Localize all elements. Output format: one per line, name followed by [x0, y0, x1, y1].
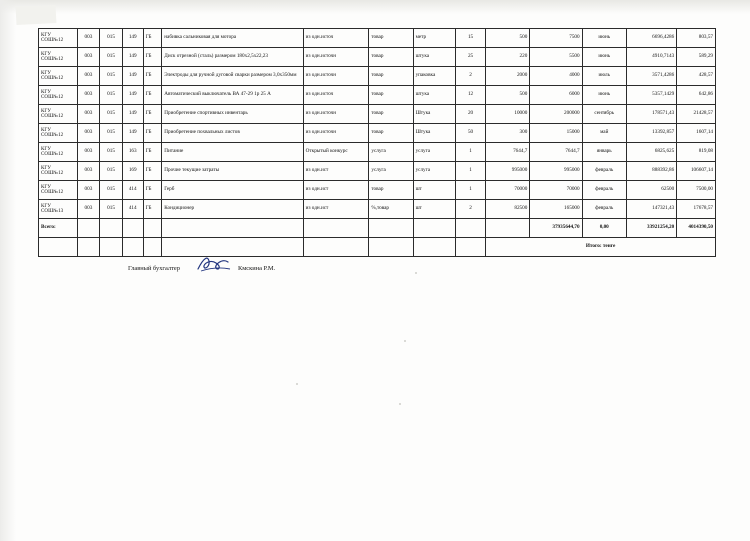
- cell-empty: [303, 238, 369, 257]
- code-line-2: СОШ№12: [41, 189, 64, 195]
- cell-specific: 149: [122, 86, 143, 105]
- cell-empty: [455, 238, 485, 257]
- cell-empty: [143, 238, 162, 257]
- cell-gb: ГБ: [143, 143, 162, 162]
- scan-speck: [296, 383, 298, 385]
- cell-qty: 1: [455, 162, 485, 181]
- cell-sum: 200000: [530, 105, 582, 124]
- cell-empty: [455, 219, 485, 238]
- cell-type2: Штука: [413, 105, 455, 124]
- cell-type1: товар: [369, 181, 413, 200]
- table-grandtotal-row: [39, 238, 716, 257]
- code-line-1: КГУ: [41, 50, 51, 57]
- table-row: [39, 143, 716, 162]
- cell-value1: 6825,625: [626, 143, 676, 162]
- cell-empty: [100, 238, 123, 257]
- cell-value1: 3571,4286: [626, 67, 676, 86]
- cell-gb: ГБ: [143, 48, 162, 67]
- cell-value2: 819,08: [677, 143, 716, 162]
- cell-value2: 106607,14: [677, 162, 716, 181]
- cell-value2: 589,29: [677, 48, 716, 67]
- cell-price: 300: [486, 124, 530, 143]
- cell-price: 10000: [486, 105, 530, 124]
- code-line-1: КГУ: [41, 69, 51, 76]
- table-row: [39, 181, 716, 200]
- cell-type1: товар: [369, 29, 413, 48]
- cell-qty: 20: [455, 105, 485, 124]
- cell-month: январь: [582, 143, 626, 162]
- table-row: [39, 86, 716, 105]
- cell-program: 003: [77, 200, 100, 219]
- cell-type1: товар: [369, 48, 413, 67]
- cell-code: [39, 162, 78, 181]
- cell-code: [39, 29, 78, 48]
- cell-total-value1: 33921254,20: [626, 219, 676, 238]
- cell-specific: 414: [122, 181, 143, 200]
- scan-shadow-top: [0, 0, 750, 14]
- cell-value2: 17678,57: [677, 200, 716, 219]
- cell-sum: 165000: [530, 200, 582, 219]
- table-row: [39, 162, 716, 181]
- cell-subprogram: 015: [100, 86, 123, 105]
- code-line-1: КГУ: [41, 145, 51, 152]
- code-line-2: СОШ№12: [41, 113, 64, 119]
- cell-code: [39, 124, 78, 143]
- cell-month: февраль: [582, 200, 626, 219]
- cell-gb: ГБ: [143, 105, 162, 124]
- code-line-2: СОШ№12: [41, 75, 64, 81]
- cell-name: Автоматический выключатель ВА 47-29 1р 25 А: [162, 86, 303, 105]
- table-row: [39, 29, 716, 48]
- code-line-1: КГУ: [41, 31, 51, 38]
- code-line-2: СОШ№12: [41, 170, 64, 176]
- cell-price: 500: [486, 86, 530, 105]
- cell-subprogram: 015: [100, 181, 123, 200]
- cell-code: [39, 143, 78, 162]
- signature-name: Кмскина Р.М.: [238, 265, 276, 272]
- cell-total-value2: 4014390,50: [677, 219, 716, 238]
- scan-corner-fold: [16, 5, 57, 25]
- cell-empty: [413, 238, 455, 257]
- cell-type2: штука: [413, 48, 455, 67]
- cell-program: 003: [77, 105, 100, 124]
- cell-total-month: 0,00: [582, 219, 626, 238]
- cell-subprogram: 015: [100, 200, 123, 219]
- cell-specific: 414: [122, 200, 143, 219]
- cell-gb: ГБ: [143, 86, 162, 105]
- cell-procedure: из одн.источ: [303, 29, 369, 48]
- table-total-row: [39, 219, 716, 238]
- cell-name: Приобретение похвальных листов: [162, 124, 303, 143]
- cell-code: [39, 86, 78, 105]
- code-line-2: СОШ№12: [41, 56, 64, 62]
- table-row: [39, 67, 716, 86]
- cell-program: 003: [77, 48, 100, 67]
- cell-program: 003: [77, 86, 100, 105]
- cell-gb: ГБ: [143, 124, 162, 143]
- cell-sum: 15000: [530, 124, 582, 143]
- cell-name: Герб: [162, 181, 303, 200]
- cell-code: [39, 67, 78, 86]
- cell-grandtotal-label: Итого: тенге: [486, 238, 716, 257]
- cell-empty: [413, 219, 455, 238]
- cell-code: [39, 105, 78, 124]
- cell-month: май: [582, 124, 626, 143]
- code-line-1: КГУ: [41, 107, 51, 114]
- cell-procedure: из одн.ист: [303, 200, 369, 219]
- cell-type1: услуга: [369, 162, 413, 181]
- cell-total-label: Всего:: [39, 219, 78, 238]
- cell-price: 995000: [486, 162, 530, 181]
- cell-value2: 642,86: [677, 86, 716, 105]
- cell-sum: 7500: [530, 29, 582, 48]
- cell-value1: 5357,1429: [626, 86, 676, 105]
- cell-subprogram: 015: [100, 143, 123, 162]
- cell-empty: [369, 219, 413, 238]
- cell-procedure: из одн.ист: [303, 162, 369, 181]
- cell-name: Кондиционер: [162, 200, 303, 219]
- cell-month: февраль: [582, 181, 626, 200]
- cell-empty: [77, 238, 100, 257]
- cell-sum: 6000: [530, 86, 582, 105]
- cell-procedure: из одн.источн: [303, 67, 369, 86]
- code-line-2: СОШ№12: [41, 151, 64, 157]
- cell-empty: [77, 219, 100, 238]
- code-line-2: СОШ№12: [41, 132, 64, 138]
- cell-program: 003: [77, 143, 100, 162]
- cell-name: Питание: [162, 143, 303, 162]
- cell-value2: 7500,00: [677, 181, 716, 200]
- cell-month: июль: [582, 67, 626, 86]
- scan-speck: [415, 272, 417, 274]
- cell-empty: [162, 219, 303, 238]
- cell-program: 003: [77, 181, 100, 200]
- cell-value2: 803,57: [677, 29, 716, 48]
- cell-subprogram: 015: [100, 105, 123, 124]
- cell-type1: товар: [369, 67, 413, 86]
- cell-name: Диск отрезной (сталь) размером 180х2,5х22,23: [162, 48, 303, 67]
- cell-type1: товар: [369, 105, 413, 124]
- cell-specific: 149: [122, 29, 143, 48]
- procurement-plan-table: [38, 28, 716, 257]
- cell-specific: 169: [122, 162, 143, 181]
- cell-price: 2000: [486, 67, 530, 86]
- scan-shadow-left: [0, 0, 16, 541]
- cell-subprogram: 015: [100, 67, 123, 86]
- cell-procedure: из одн.источн: [303, 48, 369, 67]
- cell-qty: 1: [455, 143, 485, 162]
- cell-qty: 2: [455, 200, 485, 219]
- cell-type2: услуга: [413, 143, 455, 162]
- cell-empty: [369, 238, 413, 257]
- cell-total-sum: 37935644,70: [530, 219, 582, 238]
- cell-empty: [122, 238, 143, 257]
- code-line-2: СОШ№12: [41, 37, 64, 43]
- cell-sum: 5500: [530, 48, 582, 67]
- cell-program: 003: [77, 162, 100, 181]
- cell-month: июнь: [582, 86, 626, 105]
- cell-empty: [122, 219, 143, 238]
- cell-name: Электроды для ручной дуговой сварки размером 3,0х350мм: [162, 67, 303, 86]
- cell-name: набивка сальниковая для мотора: [162, 29, 303, 48]
- cell-specific: 149: [122, 105, 143, 124]
- cell-subprogram: 015: [100, 124, 123, 143]
- cell-type1: товар: [369, 124, 413, 143]
- cell-empty: [162, 238, 303, 257]
- cell-subprogram: 015: [100, 48, 123, 67]
- cell-type2: шт: [413, 200, 455, 219]
- cell-specific: 163: [122, 143, 143, 162]
- cell-value2: 428,57: [677, 67, 716, 86]
- cell-sum: 4000: [530, 67, 582, 86]
- cell-month: февраль: [582, 162, 626, 181]
- scan-speck: [399, 403, 401, 405]
- cell-value2: 1607,14: [677, 124, 716, 143]
- table-row: [39, 200, 716, 219]
- cell-price: 70000: [486, 181, 530, 200]
- code-line-1: КГУ: [41, 183, 51, 190]
- cell-procedure: из одн.источ: [303, 86, 369, 105]
- cell-empty: [39, 238, 78, 257]
- cell-code: [39, 48, 78, 67]
- code-line-1: КГУ: [41, 202, 51, 209]
- signature-mark-icon: [196, 255, 242, 273]
- cell-empty: [486, 219, 530, 238]
- cell-value1: 4910,7143: [626, 48, 676, 67]
- cell-program: 003: [77, 67, 100, 86]
- cell-qty: 15: [455, 29, 485, 48]
- cell-code: [39, 200, 78, 219]
- cell-procedure: из одн.ист: [303, 181, 369, 200]
- cell-specific: 149: [122, 67, 143, 86]
- cell-type2: метр: [413, 29, 455, 48]
- code-line-2: СОШ№12: [41, 94, 64, 100]
- cell-gb: ГБ: [143, 67, 162, 86]
- cell-sum: 995000: [530, 162, 582, 181]
- cell-gb: ГБ: [143, 29, 162, 48]
- cell-subprogram: 015: [100, 29, 123, 48]
- cell-sum: 7644,7: [530, 143, 582, 162]
- cell-empty: [303, 219, 369, 238]
- cell-value1: 62500: [626, 181, 676, 200]
- cell-subprogram: 015: [100, 162, 123, 181]
- cell-gb: ГБ: [143, 181, 162, 200]
- cell-procedure: Открытый конкурс: [303, 143, 369, 162]
- cell-type2: Штука: [413, 124, 455, 143]
- cell-name: Прочие текущие затраты: [162, 162, 303, 181]
- cell-specific: 149: [122, 48, 143, 67]
- table-row: [39, 48, 716, 67]
- cell-value1: 178571,43: [626, 105, 676, 124]
- code-line-1: КГУ: [41, 126, 51, 133]
- cell-type2: упаковка: [413, 67, 455, 86]
- cell-type2: шт: [413, 181, 455, 200]
- cell-type1: товар: [369, 86, 413, 105]
- cell-value1: 147321,43: [626, 200, 676, 219]
- table-row: [39, 105, 716, 124]
- code-line-1: КГУ: [41, 88, 51, 95]
- cell-value1: 6696,4286: [626, 29, 676, 48]
- cell-program: 003: [77, 29, 100, 48]
- cell-qty: 2: [455, 67, 485, 86]
- table-row: [39, 124, 716, 143]
- cell-code: [39, 181, 78, 200]
- cell-procedure: из одн.источн: [303, 124, 369, 143]
- cell-empty: [100, 219, 123, 238]
- cell-procedure: из одн.источн: [303, 105, 369, 124]
- cell-program: 003: [77, 124, 100, 143]
- cell-month: июнь: [582, 29, 626, 48]
- code-line-1: КГУ: [41, 164, 51, 171]
- cell-type2: услуга: [413, 162, 455, 181]
- cell-price: 220: [486, 48, 530, 67]
- cell-price: 7644,7: [486, 143, 530, 162]
- cell-value1: 888392,86: [626, 162, 676, 181]
- cell-sum: 70000: [530, 181, 582, 200]
- cell-price: 82500: [486, 200, 530, 219]
- cell-qty: 1: [455, 181, 485, 200]
- cell-value2: 21428,57: [677, 105, 716, 124]
- cell-type1: услуга: [369, 143, 413, 162]
- cell-value1: 13392,857: [626, 124, 676, 143]
- cell-empty: [143, 219, 162, 238]
- cell-price: 500: [486, 29, 530, 48]
- cell-qty: 50: [455, 124, 485, 143]
- cell-name: Приобретение спортивных инвентарь: [162, 105, 303, 124]
- scan-speck: [404, 340, 406, 342]
- cell-type1: %,товар: [369, 200, 413, 219]
- cell-gb: ГБ: [143, 162, 162, 181]
- cell-gb: ГБ: [143, 200, 162, 219]
- cell-qty: 25: [455, 48, 485, 67]
- cell-type2: штука: [413, 86, 455, 105]
- cell-specific: 149: [122, 124, 143, 143]
- cell-month: июнь: [582, 48, 626, 67]
- signature-title: Главный бухгалтер: [128, 265, 180, 272]
- code-line-2: СОШ№13: [41, 208, 64, 214]
- cell-month: сентябрь: [582, 105, 626, 124]
- cell-qty: 12: [455, 86, 485, 105]
